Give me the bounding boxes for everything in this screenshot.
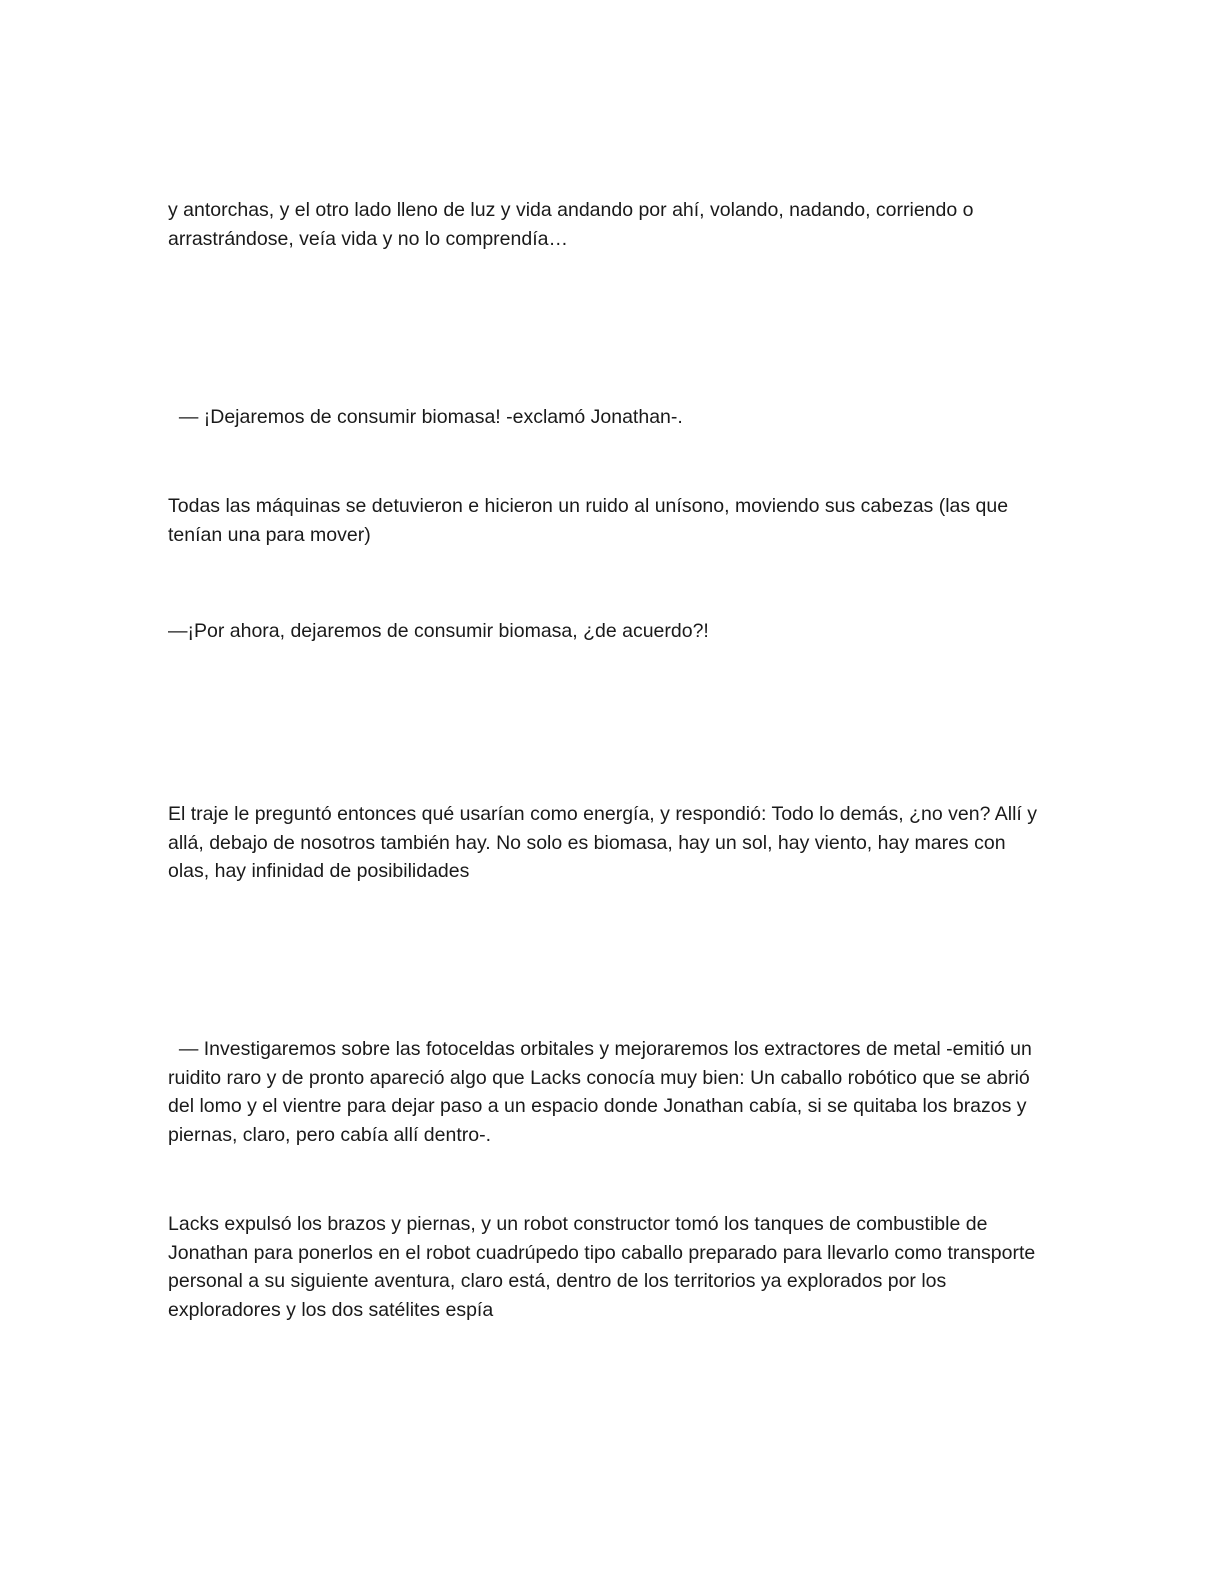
paragraph-1: y antorchas, y el otro lado lleno de luz y vida andando por ahí, volando, nadando, corriendo o arrastrándose, veía vida y no lo comprendía… bbox=[168, 199, 979, 250]
paragraph-4: —¡Por ahora, dejaremos de consumir biomasa, ¿de acuerdo?! bbox=[168, 620, 709, 642]
paragraph-3: Todas las máquinas se detuvieron e hicieron un ruido al unísono, moviendo sus cabezas (las que tenían una para mover) bbox=[168, 495, 1014, 546]
paragraph-7: Lacks expulsó los brazos y piernas, y un robot constructor tomó los tanques de combustible de Jonathan para ponerlos en el robot cuadrúpedo tipo caballo preparado para llevarlo como transporte personal a su siguiente aventura, claro está, dentro de los territorios ya explorados por los exploradores y los dos satélites espía bbox=[168, 1213, 1041, 1321]
paragraph-2: — ¡Dejaremos de consumir biomasa! -exclamó Jonathan-. bbox=[168, 406, 683, 428]
paragraph-5: El traje le preguntó entonces qué usarían como energía, y respondió: Todo lo demás, ¿no ven? Allí y allá, debajo de nosotros también hay. No solo es biomasa, hay un sol, hay viento, hay mares con olas, hay infinidad de posibilidades bbox=[168, 803, 1043, 883]
paragraph-6: — Investigaremos sobre las fotoceldas orbitales y mejoraremos los extractores de metal -emitió un ruidito raro y de pronto apareció algo que Lacks conocía muy bien: Un caballo robótico que se abrió del lomo y el vientre para dejar paso a un espacio donde Jonathan cabía, si se quitaba los brazos y piernas, claro, pero cabía allí dentro-. bbox=[168, 1038, 1038, 1146]
